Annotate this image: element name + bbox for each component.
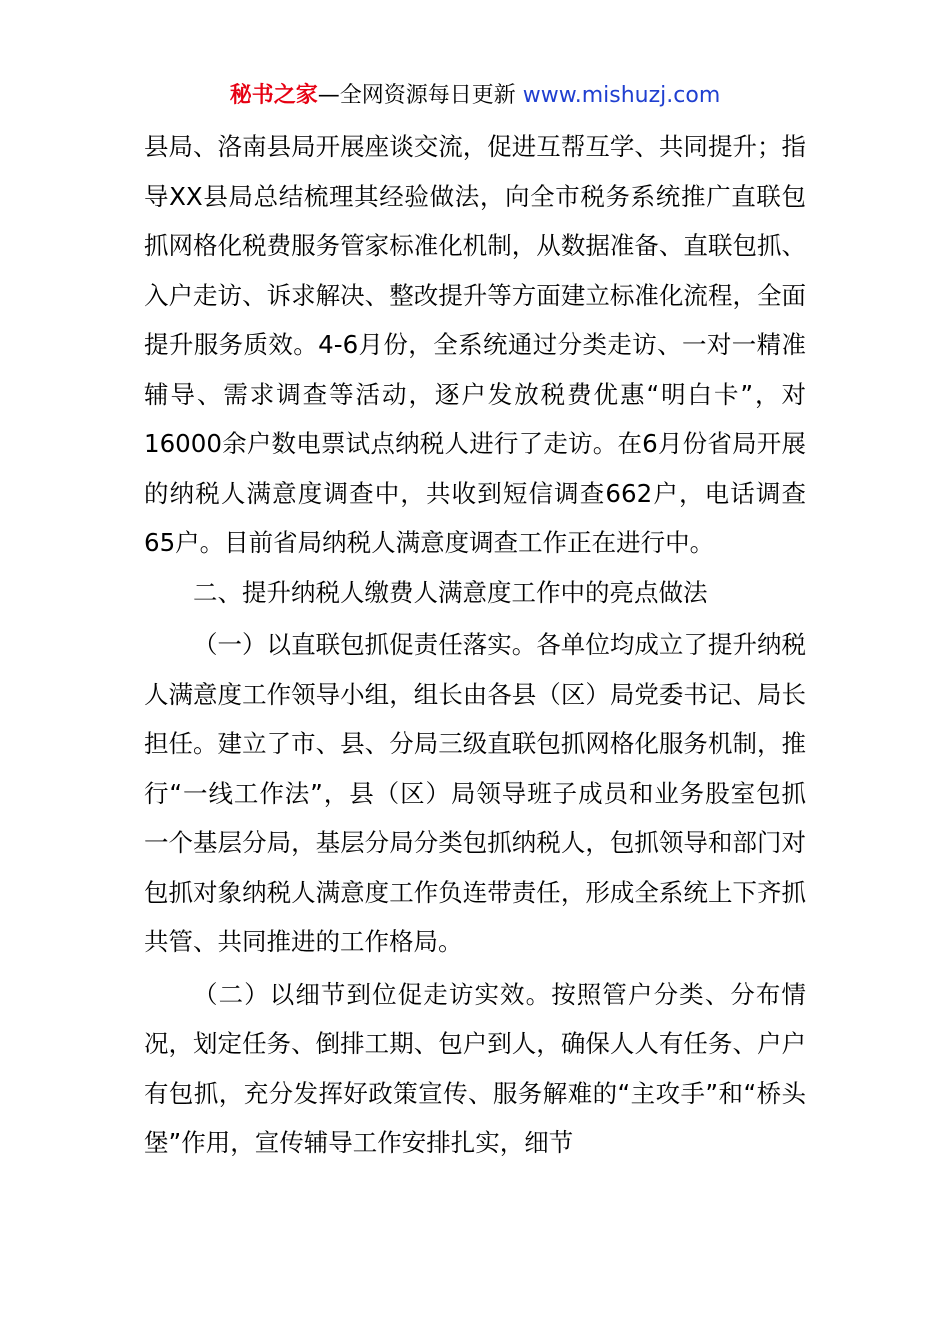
section-heading: 二、提升纳税人缴费人满意度工作中的亮点做法 <box>193 577 708 607</box>
site-tagline: —全网资源每日更新 <box>317 83 523 108</box>
paragraph-continuation: 县局、洛南县局开展座谈交流，促进互帮互学、共同提升；指导XX县局总结梳理其经验做法，向全市税务系统推广直联包抓网格化税费服务管家标准化机制，从数据准备、直联包抓、入户走访、诉求解决、整改提升等方面建立标准化流程，全面提升服务质效。4-6月份，全系统通过分类走访、一对一精准辅导、需求调查等活动，逐户发放税费优惠“明白卡”，对16000余户数电票试点纳税人进行了走访。在6月份省局开展的纳税人满意度调查中，共收到短信调查662户，电话调查65户。目前省局纳税人满意度调查工作正在进行中。 <box>144 132 806 557</box>
site-brand: 秘书之家 <box>229 83 318 108</box>
paragraph-responsibility: （一）以直联包抓促责任落实。各单位均成立了提升纳税人满意度工作领导小组，组长由各县（区）局党委书记、局长担任。建立了市、县、分局三级直联包抓网格化服务机制，推行“一线工作法”，县（区）局领导班子成员和业务股室包抓一个基层分局，基层分局分类包抓纳税人，包抓领导和部门对包抓对象纳税人满意度工作负连带责任，形成全系统上下齐抓共管、共同推进的工作格局。 <box>144 630 806 956</box>
paragraph-visits: （二）以细节到位促走访实效。按照管户分类、分布情况，划定任务、倒排工期、包户到人，确保人人有任务、户户有包抓，充分发挥好政策宣传、服务解难的“主攻手”和“桥头堡”作用，宣传辅导工作安排扎实，细节 <box>144 979 806 1157</box>
site-url-link[interactable]: www.mishuzj.com <box>522 83 721 108</box>
document-body <box>144 122 806 1168</box>
site-header <box>0 80 950 112</box>
